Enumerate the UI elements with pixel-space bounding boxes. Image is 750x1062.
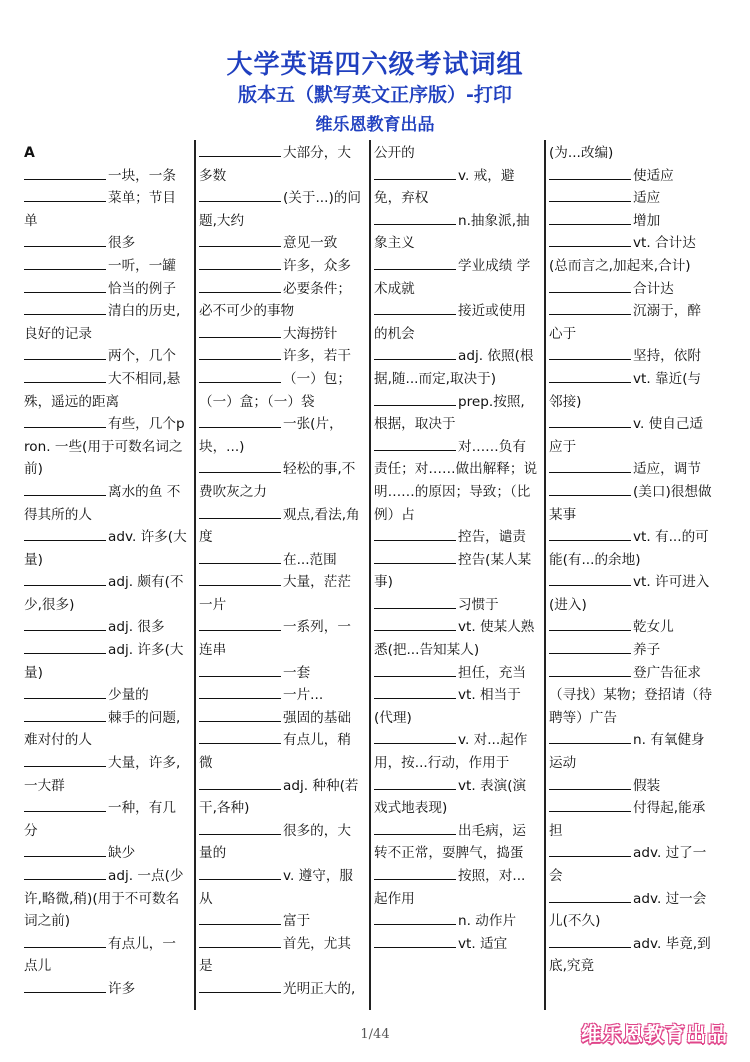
entry-meaning: 公开的	[374, 145, 415, 161]
entry-meaning: 有点儿，稍微	[199, 732, 351, 772]
entry-meaning: adj. 种种(若干,各种)	[199, 777, 359, 817]
answer-blank[interactable]	[24, 370, 106, 383]
entry-meaning: 有些，几个pron. 一些(用于可数名词之前)	[24, 416, 185, 478]
vocab-entry	[549, 232, 713, 277]
vocab-column-1	[24, 142, 188, 1010]
vocab-entry	[549, 345, 713, 368]
entry-meaning: 清白的历史,良好的记录	[24, 303, 181, 342]
answer-blank[interactable]	[549, 528, 631, 541]
vocab-entry	[199, 345, 363, 368]
vocab-entry	[24, 481, 188, 526]
answer-blank[interactable]	[374, 212, 456, 225]
entry-meaning: 轻松的事,不费吹灰之力	[199, 461, 356, 500]
entry-meaning: 缺少	[108, 845, 136, 862]
vocab-entry	[549, 210, 713, 233]
answer-blank[interactable]	[199, 257, 281, 270]
entry-meaning: 担任，充当	[458, 664, 526, 681]
vocab-entry	[24, 616, 188, 639]
entry-meaning: 养子	[633, 642, 661, 659]
vocab-entry	[24, 526, 188, 571]
vocab-entry	[199, 684, 363, 707]
answer-blank[interactable]	[24, 528, 106, 541]
vocab-entry	[24, 707, 188, 752]
answer-blank[interactable]	[199, 347, 281, 360]
vocab-entry	[24, 413, 188, 481]
entry-meaning: 坚持，依附	[633, 348, 701, 365]
vocab-entry	[199, 232, 363, 255]
entry-meaning: 按照，对... 起作用	[374, 868, 526, 907]
answer-blank[interactable]	[549, 935, 631, 948]
answer-blank[interactable]	[374, 167, 456, 180]
answer-blank[interactable]	[199, 935, 281, 948]
entry-meaning: v. 使自己适应于	[549, 416, 704, 455]
answer-blank[interactable]	[199, 573, 281, 586]
answer-blank[interactable]	[24, 686, 106, 699]
vocab-entry	[199, 323, 363, 346]
answer-blank[interactable]	[374, 528, 456, 541]
entry-meaning: adv. 许多(大量)	[24, 529, 187, 568]
answer-blank[interactable]	[24, 483, 106, 496]
answer-blank[interactable]	[24, 980, 106, 993]
answer-blank[interactable]	[549, 483, 631, 496]
answer-blank[interactable]	[24, 844, 106, 857]
vocab-entry	[199, 571, 363, 616]
answer-blank[interactable]	[199, 415, 281, 428]
answer-blank[interactable]	[24, 799, 106, 812]
vocab-entry	[24, 639, 188, 684]
entry-meaning: n.抽象派,抽象主义	[374, 212, 530, 252]
vocab-entry	[549, 639, 713, 662]
answer-blank[interactable]	[374, 935, 456, 948]
vocab-entry	[374, 300, 538, 345]
entry-meaning: adj. 依照(根据,随...而定,取决于)	[374, 348, 534, 387]
entry-meaning: 一张(片，块，...)	[199, 416, 343, 455]
vocab-entry	[374, 345, 538, 390]
answer-blank[interactable]	[199, 867, 281, 880]
entry-meaning: 大量，许多,一大群	[24, 755, 181, 794]
vocab-entry	[24, 571, 188, 616]
entry-meaning: 乾女儿	[633, 619, 674, 636]
entry-meaning: 适应，调节	[633, 461, 701, 478]
vocab-entry	[374, 391, 538, 436]
vocab-entry	[199, 775, 363, 820]
entry-meaning: v. 对...起作用，按...行动，作用于	[374, 732, 528, 772]
vocab-entry	[199, 187, 363, 232]
vocab-entry	[199, 729, 363, 774]
entry-meaning: 大不相同,悬殊，遥远的距离	[24, 370, 181, 410]
entry-meaning: 菜单；节目单	[24, 190, 176, 229]
answer-blank[interactable]	[199, 731, 281, 744]
column-divider	[369, 140, 371, 1010]
answer-blank[interactable]	[549, 618, 631, 631]
entry-meaning: prep.按照,根据，取决于	[374, 393, 525, 433]
answer-blank[interactable]	[24, 641, 106, 654]
entry-meaning: v. 遵守，服从	[199, 868, 354, 907]
answer-blank[interactable]	[24, 189, 106, 202]
answer-blank[interactable]	[24, 257, 106, 270]
vocab-entry	[549, 481, 713, 526]
answer-blank[interactable]	[199, 686, 281, 699]
entry-meaning: vt. 有...的可能(有...的余地)	[549, 529, 709, 568]
answer-blank[interactable]	[199, 664, 281, 677]
entry-meaning: 登广告征求（寻找）某物；登招请（待聘等）广告	[549, 664, 713, 726]
answer-blank[interactable]	[24, 935, 106, 948]
answer-blank[interactable]	[199, 506, 281, 519]
vocab-entry	[199, 413, 363, 458]
entry-meaning: （一）包；（一）盒；（一）袋	[199, 370, 351, 410]
entry-meaning: vt. 相当于(代理)	[374, 687, 521, 726]
entry-meaning: 控告，谴责	[458, 529, 526, 546]
entry-meaning: vt. 合计达(总而言之,加起来,合计)	[549, 235, 696, 274]
answer-blank[interactable]	[549, 460, 631, 473]
vocab-entry	[24, 865, 188, 933]
vocab-entry	[24, 978, 188, 1001]
entry-meaning: n. 动作片	[458, 913, 517, 930]
answer-blank[interactable]	[199, 370, 281, 383]
entry-meaning: 增加	[633, 212, 661, 229]
vocab-entry	[374, 820, 538, 865]
vocab-entry	[24, 187, 188, 232]
document-subtitle: 版本五（默写英文正序版）-打印	[238, 84, 512, 106]
publisher-label: 维乐恩教育出品	[315, 115, 435, 135]
entry-meaning: 富于	[283, 913, 311, 930]
vocab-entry	[374, 526, 538, 549]
answer-blank[interactable]	[374, 686, 456, 699]
vocab-entry	[199, 616, 363, 661]
answer-blank[interactable]	[24, 618, 106, 631]
entry-meaning: 恰当的例子	[108, 280, 176, 297]
entry-meaning: adv. 过了一会	[549, 845, 707, 884]
vocab-entry	[199, 707, 363, 730]
vocab-entry	[549, 300, 713, 345]
column-divider	[544, 140, 546, 1010]
answer-blank[interactable]	[549, 890, 631, 903]
answer-blank[interactable]	[24, 347, 106, 360]
vocab-entry	[549, 933, 713, 978]
entry-meaning: adj. 颇有(不少,很多)	[24, 574, 184, 613]
answer-blank[interactable]	[24, 754, 106, 767]
entry-meaning: 适应	[633, 190, 661, 207]
vocab-entry	[24, 345, 188, 368]
entry-meaning: 少量的	[108, 687, 149, 704]
entry-meaning: 很多	[108, 235, 136, 252]
vocab-entry	[199, 278, 363, 323]
page-number: 1/44	[360, 1027, 390, 1042]
entry-meaning: 对……负有责任；对……做出解释；说明……的原因；导致；（比例）占	[374, 438, 538, 523]
vocab-entry	[24, 842, 188, 865]
answer-blank[interactable]	[549, 664, 631, 677]
entry-meaning: 一片...	[283, 687, 324, 704]
answer-blank[interactable]	[199, 618, 281, 631]
answer-blank[interactable]	[374, 257, 456, 270]
entry-meaning: 沉溺于，醉心于	[549, 303, 701, 342]
entry-meaning: 一套	[283, 664, 311, 681]
vocab-entry	[199, 933, 363, 978]
answer-blank[interactable]	[549, 573, 631, 586]
entry-meaning: 许多，众多	[283, 257, 351, 274]
vocab-entry	[24, 752, 188, 797]
answer-blank[interactable]	[549, 167, 631, 180]
answer-blank[interactable]	[374, 731, 456, 744]
entry-meaning: 大量，茫茫一片	[199, 574, 351, 613]
answer-blank[interactable]	[549, 799, 631, 812]
answer-blank[interactable]	[374, 551, 456, 564]
vocab-column-3	[374, 142, 538, 1010]
vocab-entry	[374, 775, 538, 820]
vocab-entry	[199, 142, 363, 187]
answer-blank[interactable]	[549, 280, 631, 293]
answer-blank[interactable]	[199, 980, 281, 993]
vocab-entry	[24, 165, 188, 188]
answer-blank[interactable]	[374, 912, 456, 925]
vocab-entry	[24, 232, 188, 255]
entry-meaning: (关于...)的问题,大约	[199, 190, 361, 229]
vocab-entry	[549, 413, 713, 458]
answer-blank[interactable]	[549, 415, 631, 428]
entry-meaning: adj. 很多	[108, 619, 165, 636]
entry-meaning: 一系列，一连串	[199, 619, 351, 659]
document-title: 大学英语四六级考试词组	[226, 50, 524, 80]
vocab-entry	[199, 549, 363, 572]
vocab-entry	[199, 910, 363, 933]
vocab-entry	[549, 888, 713, 933]
vocab-entry	[199, 504, 363, 549]
vocab-entry	[24, 368, 188, 413]
answer-blank[interactable]	[24, 280, 106, 293]
entry-meaning: 光明正大的,	[283, 980, 356, 997]
answer-blank[interactable]	[199, 709, 281, 722]
vocab-entry	[374, 594, 538, 617]
entry-meaning: vt. 许可进入(进入)	[549, 574, 710, 613]
vocab-entry	[374, 549, 538, 594]
answer-blank[interactable]	[374, 596, 456, 609]
vocab-entry	[374, 210, 538, 255]
answer-blank[interactable]	[199, 822, 281, 835]
answer-blank[interactable]	[549, 370, 631, 383]
answer-blank[interactable]	[199, 234, 281, 247]
vocab-entry	[24, 797, 188, 842]
vocab-entry	[374, 142, 538, 165]
entry-meaning: 很多的，大量的	[199, 822, 351, 862]
entry-meaning: adj. 一点(少许,略微,稍)(用于不可数名词之前)	[24, 868, 184, 930]
vocab-entry	[199, 255, 363, 278]
answer-blank[interactable]	[24, 302, 106, 315]
entry-meaning: 一听，一罐	[108, 257, 176, 274]
entry-meaning: 许多，若干	[283, 348, 351, 365]
answer-blank[interactable]	[549, 844, 631, 857]
answer-blank[interactable]	[549, 777, 631, 790]
vocab-entry	[199, 662, 363, 685]
answer-blank[interactable]	[24, 234, 106, 247]
entry-meaning: adv. 毕竟,到底,究竟	[549, 935, 711, 975]
column-divider	[194, 140, 196, 1010]
answer-blank[interactable]	[199, 912, 281, 925]
section-letter: A	[24, 145, 35, 161]
entry-meaning: 合计达	[633, 280, 674, 297]
vocab-entry	[24, 933, 188, 978]
entry-meaning: 控告(某人某事)	[374, 551, 532, 591]
entry-meaning: vt. 适宜	[458, 935, 508, 952]
answer-blank[interactable]	[199, 189, 281, 202]
vocab-entry	[549, 842, 713, 887]
answer-blank[interactable]	[24, 573, 106, 586]
answer-blank[interactable]	[374, 347, 456, 360]
vocab-entry	[374, 684, 538, 729]
entry-meaning: 习惯于	[458, 596, 499, 613]
vocab-entry	[549, 278, 713, 301]
vocab-entry	[549, 571, 713, 616]
entry-meaning: adv. 过一会儿(不久)	[549, 890, 707, 930]
vocab-entry	[549, 526, 713, 571]
vocab-entry	[374, 616, 538, 661]
entry-meaning: 离水的鱼 不得其所的人	[24, 483, 181, 523]
entry-meaning: vt. 靠近(与邻接)	[549, 370, 702, 410]
answer-blank[interactable]	[549, 302, 631, 315]
entry-meaning: 假装	[633, 777, 661, 794]
vocab-entry	[199, 368, 363, 413]
entry-meaning: 意见一致	[283, 235, 338, 252]
vocab-entry	[549, 616, 713, 639]
entry-meaning: 大部分，大多数	[199, 145, 351, 184]
vocab-entry	[24, 684, 188, 707]
entry-meaning: 强固的基础	[283, 709, 351, 726]
vocab-entry	[24, 278, 188, 301]
entry-meaning: 两个，几个	[108, 348, 176, 365]
vocab-entry	[374, 255, 538, 300]
answer-blank[interactable]	[549, 189, 631, 202]
answer-blank[interactable]	[374, 664, 456, 677]
entry-meaning: 大海捞针	[283, 325, 338, 342]
vocab-entry	[549, 142, 713, 165]
answer-blank[interactable]	[374, 618, 456, 631]
vocab-entry	[374, 933, 538, 956]
vocab-entry	[199, 458, 363, 503]
answer-blank[interactable]	[549, 731, 631, 744]
vocab-column-4	[549, 142, 713, 1010]
vocab-entry	[549, 368, 713, 413]
watermark-logo: 维乐恩教育出品	[581, 1022, 728, 1046]
answer-blank[interactable]	[549, 234, 631, 247]
answer-blank[interactable]	[24, 867, 106, 880]
entry-meaning: 接近或使用的机会	[374, 303, 526, 342]
entry-meaning: adj. 许多(大量)	[24, 642, 184, 681]
entry-meaning: 付得起,能承担	[549, 800, 706, 839]
entry-meaning: 一种，有几分	[24, 800, 176, 839]
entry-meaning: 有点儿，一点儿	[24, 935, 176, 975]
entry-meaning: vt. 使某人熟悉(把...告知某人)	[374, 619, 535, 659]
vocab-entry	[549, 729, 713, 774]
vocab-column-2	[199, 142, 363, 1010]
vocab-entry	[549, 458, 713, 481]
entry-meaning: 许多	[108, 980, 136, 997]
entry-meaning: 一块，一条	[108, 167, 176, 184]
answer-blank[interactable]	[24, 709, 106, 722]
vocab-entry	[24, 300, 188, 345]
vocab-entry	[374, 662, 538, 685]
answer-blank[interactable]	[374, 393, 456, 406]
vocab-entry	[24, 255, 188, 278]
answer-blank[interactable]	[549, 641, 631, 654]
entry-meaning: 棘手的问题,难对付的人	[24, 709, 181, 749]
answer-blank[interactable]	[199, 551, 281, 564]
answer-blank[interactable]	[24, 167, 106, 180]
vocab-entry	[549, 165, 713, 188]
entry-meaning: vt. 表演(演戏式地表现)	[374, 777, 527, 817]
entry-meaning: v. 戒，避免，弃权	[374, 167, 515, 207]
answer-blank[interactable]	[549, 347, 631, 360]
entry-meaning: 学业成绩 学术成就	[374, 257, 531, 297]
entry-meaning: (为...改编)	[549, 145, 614, 161]
answer-blank[interactable]	[374, 822, 456, 835]
answer-blank[interactable]	[199, 460, 281, 473]
vocab-entry	[374, 436, 538, 526]
answer-blank[interactable]	[24, 415, 106, 428]
vocab-entry	[199, 978, 363, 1001]
answer-blank[interactable]	[374, 302, 456, 315]
answer-blank[interactable]	[199, 325, 281, 338]
entry-meaning: 首先，尤其是	[199, 935, 351, 975]
vocab-entry	[199, 865, 363, 910]
vocab-entry	[549, 662, 713, 730]
vocab-entry	[549, 775, 713, 798]
vocab-entry	[549, 797, 713, 842]
answer-blank[interactable]	[374, 867, 456, 880]
answer-blank[interactable]	[199, 144, 281, 157]
vocab-entry	[374, 910, 538, 933]
answer-blank[interactable]	[199, 280, 281, 293]
entry-meaning: 在...范围	[283, 551, 337, 568]
vocab-entry	[374, 165, 538, 210]
entry-meaning: 必要条件；必不可少的事物	[199, 280, 351, 320]
answer-blank[interactable]	[199, 777, 281, 790]
entry-meaning: n. 有氧健身运动	[549, 732, 705, 772]
entry-meaning: 使适应	[633, 167, 674, 184]
vocab-entry	[374, 729, 538, 774]
entry-meaning: (美口)很想做某事	[549, 483, 712, 523]
vocab-entry	[199, 820, 363, 865]
entry-meaning: 出毛病，运转不正常，耍脾气，捣蛋	[374, 822, 526, 862]
vocab-entry	[549, 187, 713, 210]
vocab-entry	[374, 865, 538, 910]
answer-blank[interactable]	[374, 777, 456, 790]
answer-blank[interactable]	[374, 438, 456, 451]
entry-meaning: 观点,看法,角度	[199, 506, 360, 546]
answer-blank[interactable]	[549, 212, 631, 225]
